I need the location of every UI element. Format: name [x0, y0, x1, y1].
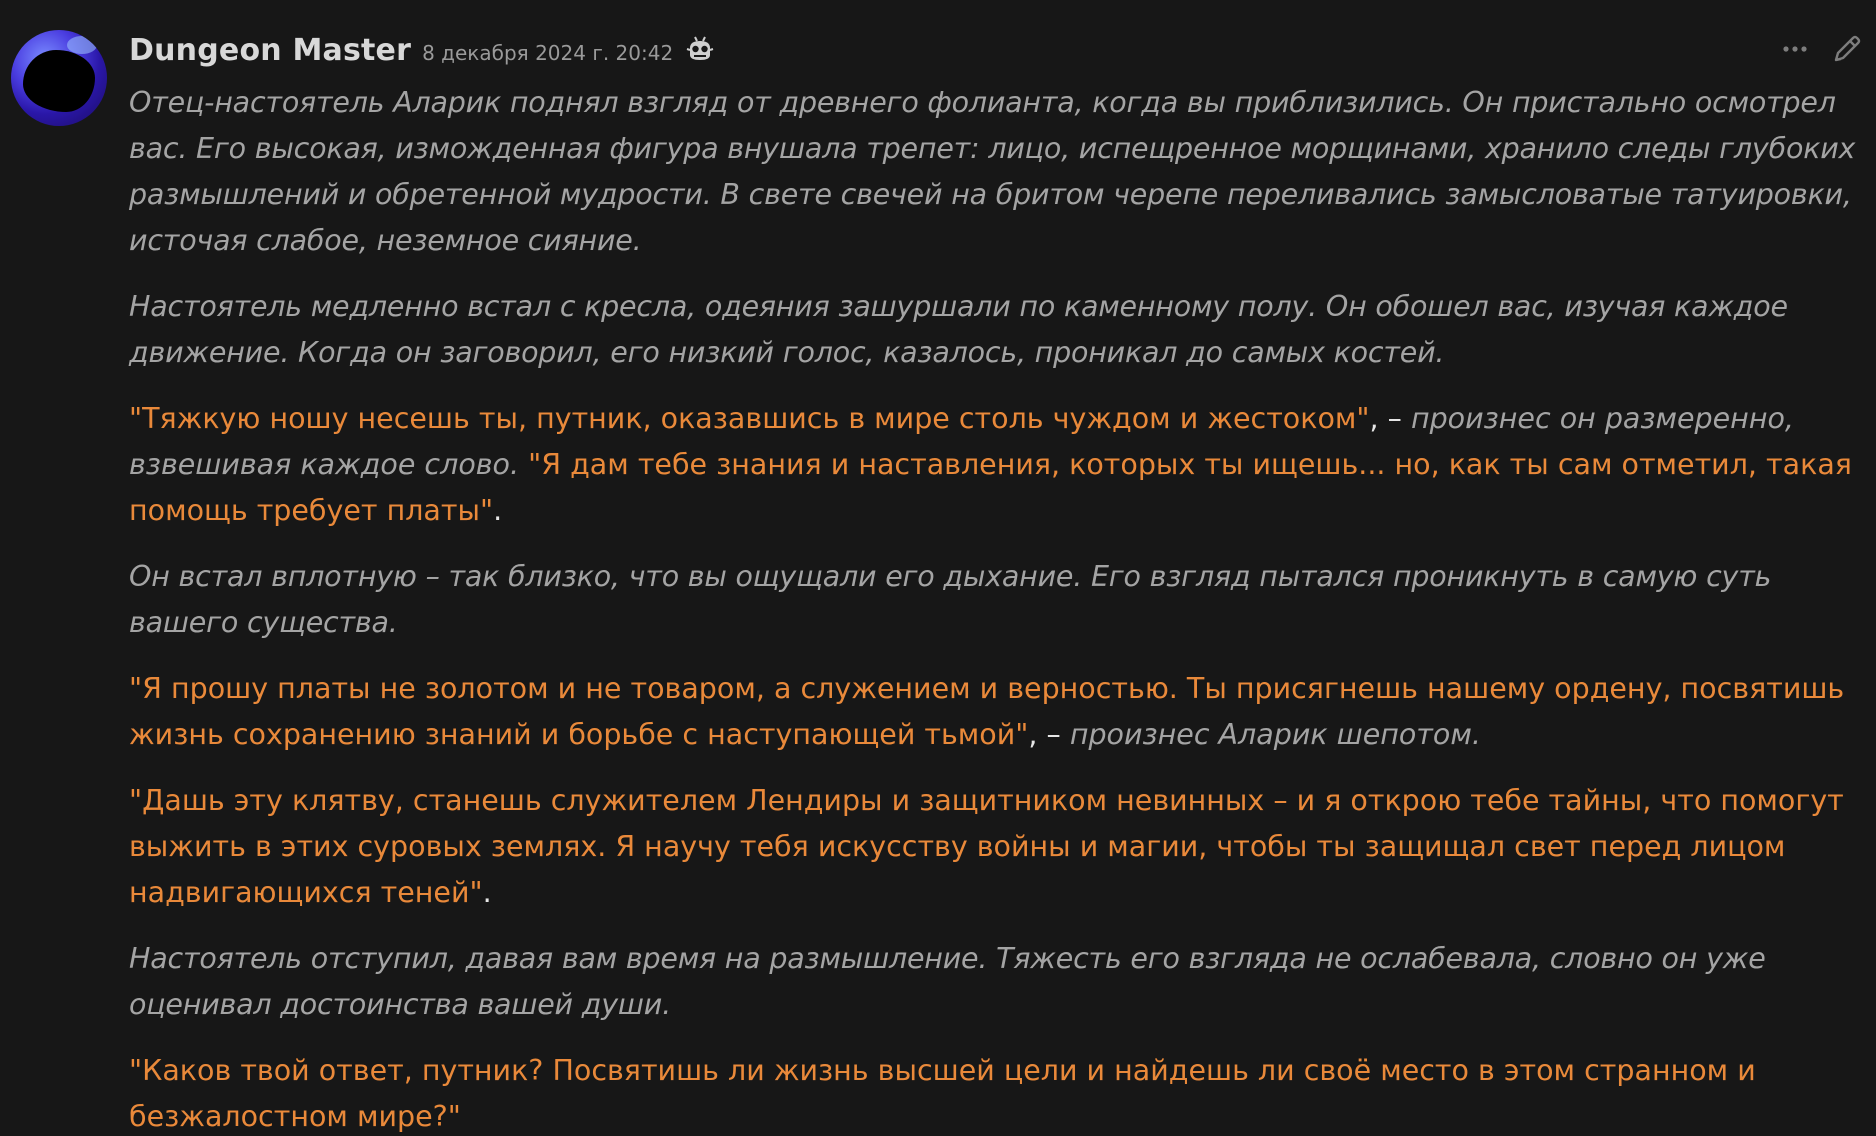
- narration-inline: произнес Аларик шепотом.: [1069, 718, 1481, 751]
- more-horizontal-icon[interactable]: [1778, 32, 1812, 66]
- narration-inline: произнес он размеренно, взвешивая каждое слово.: [129, 402, 1794, 481]
- dialogue-separator: , –: [1028, 718, 1070, 751]
- narration-paragraph: Он встал вплотную – так близко, что вы ощущали его дыхание. Его взгляд пытался проникнуть в самую суть вашего существа.: [129, 560, 1772, 639]
- dialogue-separator: , –: [1369, 402, 1411, 435]
- dialogue-paragraph: [129, 778, 1864, 916]
- message-body: [129, 80, 1864, 1136]
- dialogue-quote: "Я дам тебе знания и наставления, которых ты ищешь... но, как ты сам отметил, такая помощь требует платы": [129, 448, 1852, 527]
- pencil-icon[interactable]: [1830, 32, 1864, 66]
- dialogue-paragraph: [129, 1048, 1864, 1136]
- dialogue-quote: "Я прошу платы не золотом и не товаром, а служением и верностью. Ты присягнешь нашему ордену, посвятишь жизнь сохранению знаний и борьбе с наступающей тьмой": [129, 672, 1845, 751]
- narration-paragraph: Отец-настоятель Аларик поднял взгляд от древнего фолианта, когда вы приблизились. Он пристально осмотрел вас. Его высокая, изможденная фигура внушала трепет: лицо, испещренное морщинами, хранило следы глубоких размышлений и обретенной мудрости. В свете свечей на бритом черепе переливались замысловатые татуировки, источая слабое, неземное сияние.: [129, 86, 1856, 257]
- robot-face-icon: [685, 35, 715, 65]
- narration-paragraph: Настоятель медленно встал с кресла, одеяния зашуршали по каменному полу. Он обошел вас, изучая каждое движение. Когда он заговорил, его низкий голос, казалось, проникал до самых костей.: [129, 290, 1788, 369]
- dialogue-quote: "Тяжкую ношу несешь ты, путник, оказавшись в мире столь чуждом и жестоком": [129, 402, 1370, 435]
- narration-paragraph: Настоятель отступил, давая вам время на размышление. Тяжесть его взгляда не ослабевала, словно он уже оценивал достоинства вашей души.: [129, 942, 1766, 1021]
- dialogue-end: .: [493, 494, 503, 527]
- message-actions: [1778, 32, 1864, 66]
- space: [519, 448, 528, 481]
- avatar-redaction: [23, 50, 95, 112]
- message-timestamp: 8 декабря 2024 г. 20:42: [422, 41, 674, 65]
- dialogue-paragraph: [129, 666, 1864, 758]
- message-header: [129, 30, 715, 70]
- dialogue-quote: "Каков твой ответ, путник? Посвятишь ли жизнь высшей цели и найдешь ли своё место в этом странном и безжалостном мире?": [129, 1054, 1756, 1133]
- author-name[interactable]: Dungeon Master: [129, 32, 412, 68]
- avatar[interactable]: [11, 30, 107, 126]
- dialogue-end: .: [482, 876, 492, 909]
- dialogue-paragraph: [129, 396, 1864, 534]
- dialogue-quote: "Дашь эту клятву, станешь служителем Лендиры и защитником невинных – и я открою тебе тайны, что помогут выжить в этих суровых землях. Я научу тебя искусству войны и магии, чтобы ты защищал свет перед лицом надвигающихся теней": [129, 784, 1844, 909]
